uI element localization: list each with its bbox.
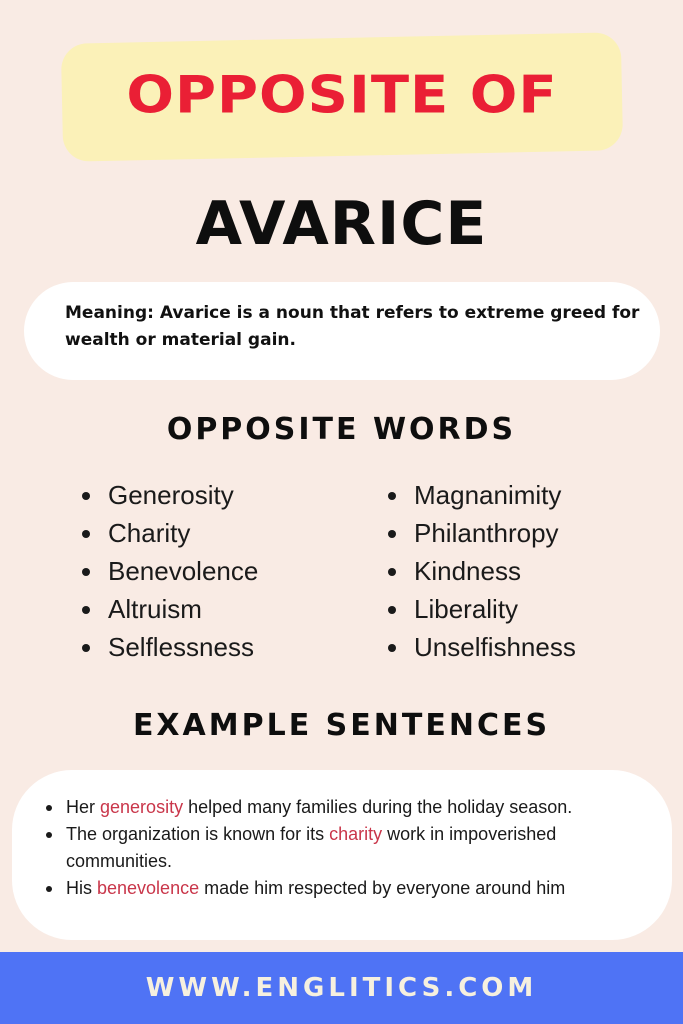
list-item: Magnanimity	[386, 476, 576, 514]
sentence-text: His	[66, 878, 97, 898]
sentence-text: helped many families during the holiday season.	[183, 797, 573, 817]
highlighted-word: benevolence	[97, 878, 200, 898]
footer-url[interactable]: WWW.ENGLITICS.COM	[145, 973, 538, 1003]
highlighted-word: charity	[329, 824, 383, 844]
example-sentences-list	[44, 794, 624, 902]
list-item: Philanthropy	[386, 514, 576, 552]
sentence-text: work in impoverished communities.	[66, 824, 557, 871]
list-item: Unselfishness	[386, 628, 576, 666]
headword: AVARICE	[195, 189, 488, 259]
list-item: Altruism	[80, 590, 258, 628]
list-item: Benevolence	[80, 552, 258, 590]
sentence-text: The organization is known for its	[66, 824, 330, 844]
page-title: OPPOSITE OF	[126, 65, 558, 126]
example-sentence	[44, 794, 624, 821]
list-item: Generosity	[80, 476, 258, 514]
list-item: Kindness	[386, 552, 576, 590]
highlighted-word: generosity	[100, 797, 184, 817]
list-item: Selflessness	[80, 628, 258, 666]
sentence-text: made him respected by everyone around him	[199, 878, 566, 898]
example-sentences-heading: EXAMPLE SENTENCES	[132, 708, 551, 743]
meaning-text: Meaning: Avarice is a noun that refers to extreme greed for wealth or material gain.	[65, 303, 640, 350]
opposite-words-heading: OPPOSITE WORDS	[166, 412, 517, 447]
opposite-words-left-list	[80, 476, 258, 666]
example-sentence	[44, 821, 624, 875]
list-item: Charity	[80, 514, 258, 552]
example-sentence	[44, 875, 624, 902]
opposite-words-right-list	[386, 476, 576, 666]
list-item: Liberality	[386, 590, 576, 628]
sentence-text: Her	[66, 797, 101, 817]
